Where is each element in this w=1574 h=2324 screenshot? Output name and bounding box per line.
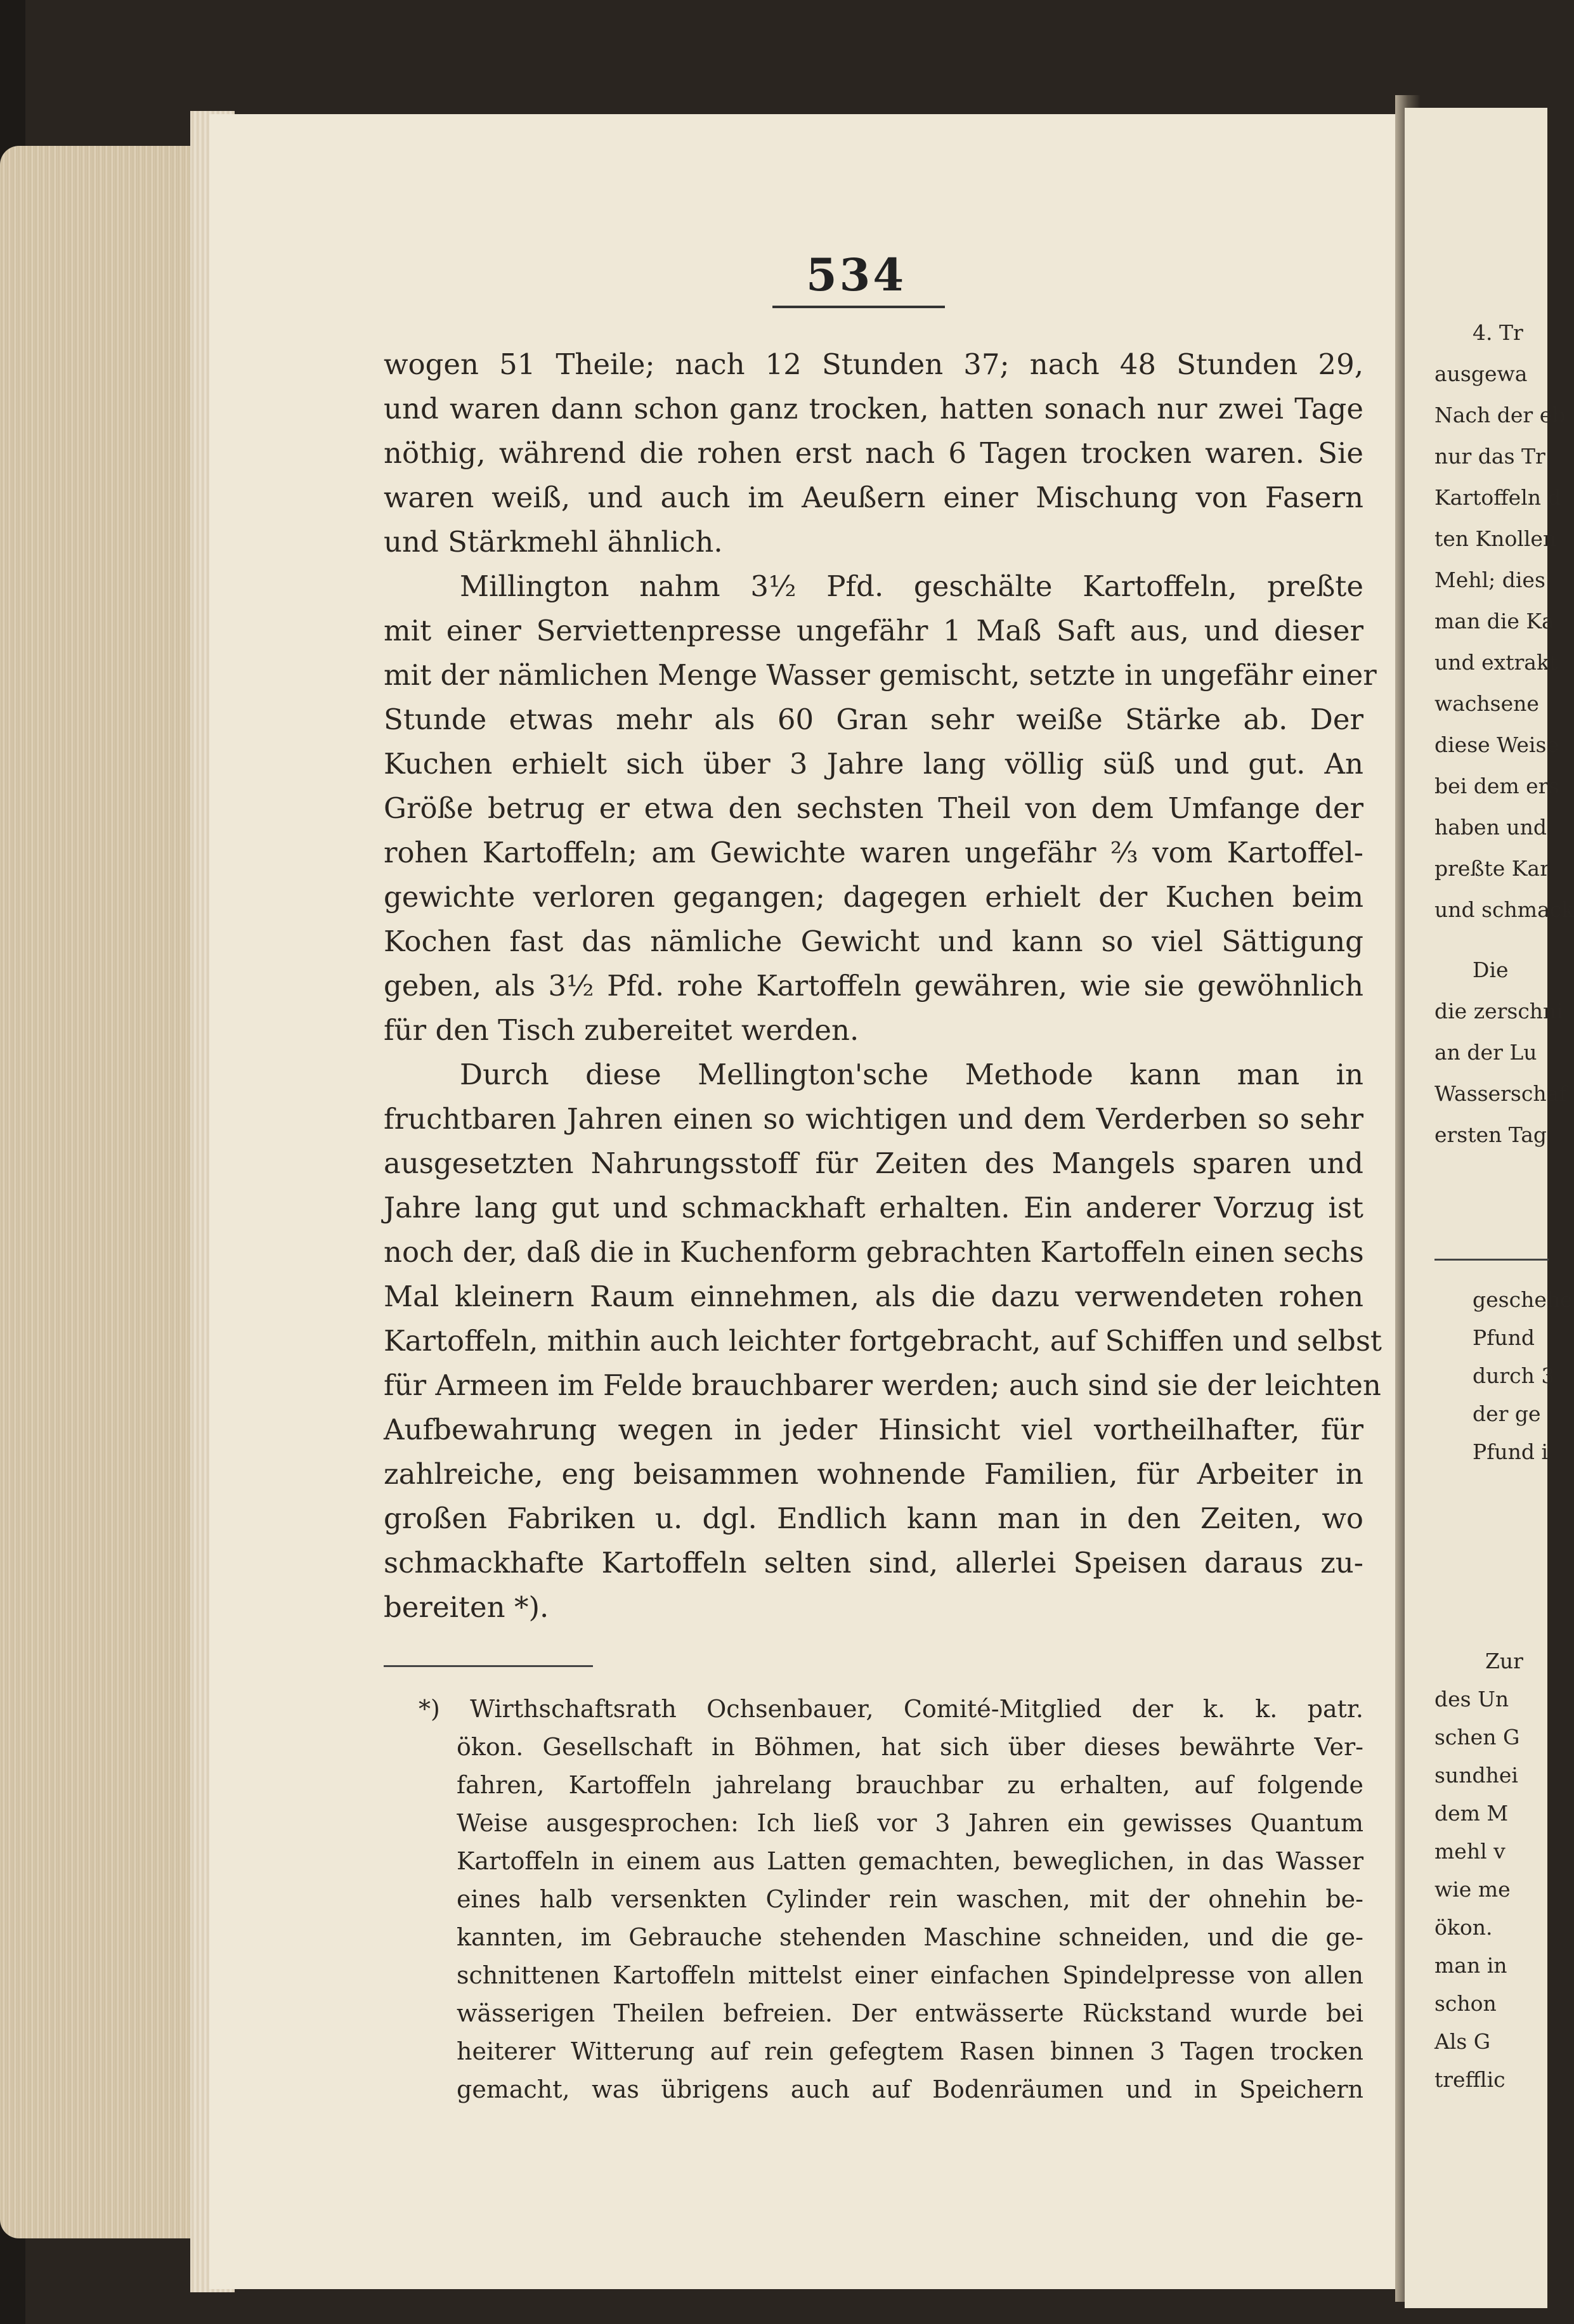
next-page-rule xyxy=(1434,1259,1549,1261)
next-page-line: Die xyxy=(1473,958,1509,982)
next-page-line: Kartoffeln d xyxy=(1434,485,1561,510)
next-page-line: ökon. xyxy=(1434,1915,1493,1940)
next-page xyxy=(1405,108,1547,2308)
text-line: Kartoffeln, mithin auch leichter fortgebracht, auf Schiffen und selbst xyxy=(384,1324,1382,1358)
text-line: schmackhafte Kartoffeln selten sind, allerlei Speisen daraus zu- xyxy=(384,1546,1363,1580)
next-page-line: an der Lu xyxy=(1434,1040,1537,1065)
text-line: Jahre lang gut und schmackhaft erhalten. Ein anderer Vorzug ist xyxy=(384,1191,1363,1224)
next-page-line: dem M xyxy=(1434,1801,1509,1826)
next-page-line: Nach der eb xyxy=(1434,403,1566,427)
text-line: und Stärkmehl ähnlich. xyxy=(384,525,723,559)
text-line: waren weiß, und auch im Aeußern einer Mischung von Fasern xyxy=(384,481,1363,514)
next-page-line: man in xyxy=(1434,1953,1507,1978)
next-page-line: und extrakt xyxy=(1434,650,1558,675)
next-page-line: wachsene xyxy=(1434,691,1539,716)
footnote-rule xyxy=(384,1665,593,1667)
next-page-line: durch 3 xyxy=(1473,1363,1555,1388)
text-line: für den Tisch zubereitet werden. xyxy=(384,1013,859,1047)
next-page-line: trefflic xyxy=(1434,2067,1506,2092)
page-number-rule xyxy=(772,306,945,308)
text-line: Durch diese Mellington'sche Methode kann man in xyxy=(460,1058,1363,1091)
next-page-line: ten Knollen xyxy=(1434,526,1557,551)
next-page-line: diese Weise xyxy=(1434,732,1559,757)
next-page-line: geschehe xyxy=(1473,1287,1573,1312)
text-line: Aufbewahrung wegen in jeder Hinsicht viel vortheilhafter, für xyxy=(384,1413,1363,1446)
footnote-line: eines halb versenkten Cylinder rein waschen, mit der ohnehin be- xyxy=(457,1885,1363,1913)
text-line: Kochen fast das nämliche Gewicht und kann so viel Sättigung xyxy=(384,925,1363,958)
footnote-line: schnittenen Kartoffeln mittelst einer einfachen Spindelpresse von allen xyxy=(457,1961,1363,1989)
footnote-line: fahren, Kartoffeln jahrelang brauchbar zu erhalten, auf folgende xyxy=(457,1771,1363,1799)
footnote-line: Kartoffeln in einem aus Latten gemachten, beweglichen, in das Wasser xyxy=(457,1847,1363,1875)
footnote-line: ökon. Gesellschaft in Böhmen, hat sich über dieses bewährte Ver- xyxy=(457,1733,1363,1761)
book-page-stack xyxy=(0,146,190,2238)
text-line: rohen Kartoffeln; am Gewichte waren ungefähr ⅔ vom Kartoffel- xyxy=(384,836,1363,869)
next-page-line: mehl v xyxy=(1434,1839,1506,1864)
text-line: wogen 51 Theile; nach 12 Stunden 37; nach 48 Stunden 29, xyxy=(384,347,1363,381)
next-page-line: bei dem ers xyxy=(1434,774,1559,798)
footnote-line: wässerigen Theilen befreien. Der entwässerte Rückstand wurde bei xyxy=(457,1999,1363,2027)
next-page-line: der ge xyxy=(1473,1401,1541,1426)
text-line: und waren dann schon ganz trocken, hatten sonach nur zwei Tage xyxy=(384,392,1363,425)
next-page-line: sundhei xyxy=(1434,1763,1518,1788)
next-page-line: man die Ka xyxy=(1434,609,1554,633)
text-line: bereiten *). xyxy=(384,1590,549,1624)
next-page-line: schon xyxy=(1434,1991,1497,2016)
next-page-line: nur das Tr xyxy=(1434,444,1545,469)
footnote-line: *) Wirthschaftsrath Ochsenbauer, Comité-Mitglied der k. k. patr. xyxy=(419,1695,1363,1723)
next-page-line: ersten Tag xyxy=(1434,1122,1547,1147)
main-text xyxy=(384,342,1382,1630)
text-line: geben, als 3½ Pfd. rohe Kartoffeln gewähren, wie sie gewöhnlich xyxy=(384,969,1363,1003)
next-page-line: preßte Kar xyxy=(1434,856,1550,881)
text-line: gewichte verloren gegangen; dagegen erhielt der Kuchen beim xyxy=(384,880,1363,914)
text-line: mit der nämlichen Menge Wasser gemischt, setzte in ungefähr einer xyxy=(384,658,1377,692)
text-line: Stunde etwas mehr als 60 Gran sehr weiße Stärke ab. Der xyxy=(384,703,1363,736)
next-page-line: Mehl; dies xyxy=(1434,568,1545,592)
text-line: zahlreiche, eng beisammen wohnende Familien, für Arbeiter in xyxy=(384,1457,1363,1491)
text-line: nöthig, während die rohen erst nach 6 Tagen trocken waren. Sie xyxy=(384,436,1363,470)
next-page-line: und schmack xyxy=(1434,897,1574,922)
footnote-line: heiterer Witterung auf rein gefegtem Rasen binnen 3 Tagen trocken xyxy=(457,2037,1363,2065)
page-number: 534 xyxy=(805,249,907,301)
text-line: ausgesetzten Nahrungsstoff für Zeiten des Mangels sparen und xyxy=(384,1146,1363,1180)
text-line: Größe betrug er etwa den sechsten Theil von dem Umfange der xyxy=(384,791,1363,825)
text-line: Millington nahm 3½ Pfd. geschälte Kartoffeln, preßte xyxy=(460,569,1363,603)
next-page-line: Als G xyxy=(1434,2029,1491,2054)
footnote xyxy=(419,1690,1363,2108)
text-line: großen Fabriken u. dgl. Endlich kann man in den Zeiten, wo xyxy=(384,1502,1363,1535)
text-line: Mal kleinern Raum einnehmen, als die dazu verwendeten rohen xyxy=(384,1280,1363,1313)
footnote-line: kannten, im Gebrauche stehenden Maschine schneiden, und die ge- xyxy=(457,1923,1363,1951)
text-line: fruchtbaren Jahren einen so wichtigen und dem Verderben so sehr xyxy=(384,1102,1363,1136)
text-line: für Armeen im Felde brauchbarer werden; auch sind sie der leichten xyxy=(384,1368,1381,1402)
footnote-line: gemacht, was übrigens auch auf Bodenräumen und in Speichern xyxy=(457,2075,1363,2103)
next-page-line: Wasserschaf xyxy=(1434,1081,1567,1106)
next-page-line: schen G xyxy=(1434,1725,1520,1749)
text-line: noch der, daß die in Kuchenform gebrachten Kartoffeln einen sechs xyxy=(384,1235,1364,1269)
next-page-line: Pfund i xyxy=(1473,1439,1549,1464)
next-page-line: Pfund xyxy=(1473,1325,1535,1350)
next-page-line: wie me xyxy=(1434,1877,1511,1902)
footnote-line: Weise ausgesprochen: Ich ließ vor 3 Jahren ein gewisses Quantum xyxy=(457,1809,1363,1837)
next-page-line: haben und xyxy=(1434,815,1547,840)
next-page-line: des Un xyxy=(1434,1687,1509,1711)
next-page-line: ausgewa xyxy=(1434,361,1528,386)
next-page-line: 4. Tr xyxy=(1473,320,1523,345)
text-line: Kuchen erhielt sich über 3 Jahre lang völlig süß und gut. An xyxy=(384,747,1363,781)
text-line: mit einer Serviettenpresse ungefähr 1 Maß Saft aus, und dieser xyxy=(384,614,1363,647)
next-page-line: Zur xyxy=(1485,1649,1523,1673)
next-page-line: die zerschni xyxy=(1434,999,1563,1023)
